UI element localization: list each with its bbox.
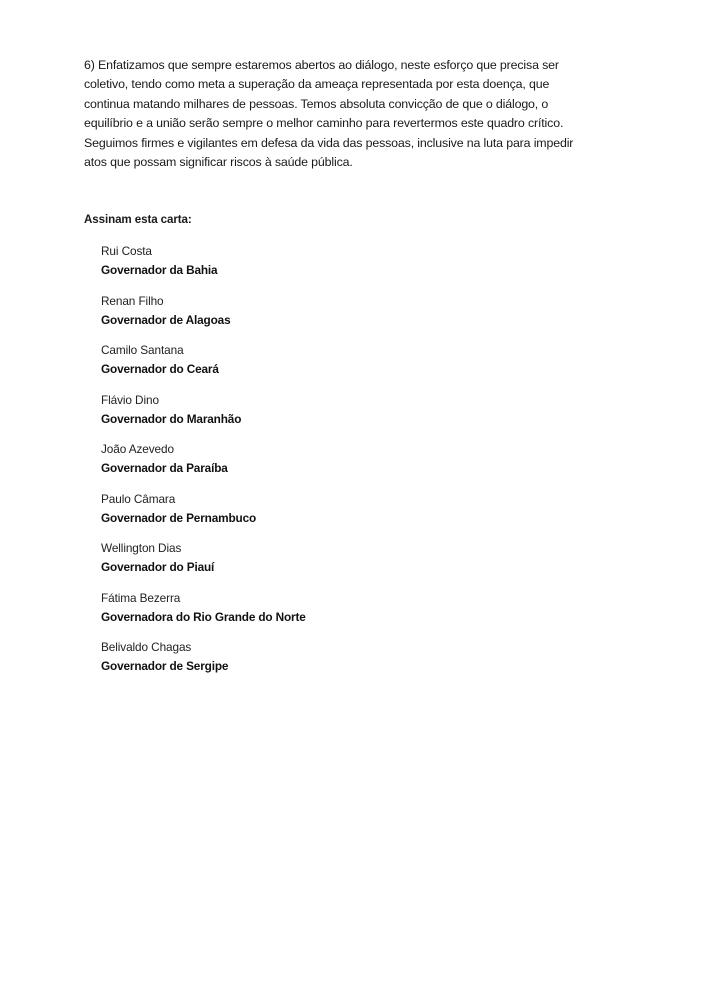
signatory-item [101,539,601,589]
signatory-item [101,638,601,688]
signatory-name: Paulo Câmara [101,491,176,506]
closing-paragraph [84,56,644,172]
signatory-role: Governador do Piauí [101,560,215,574]
signatory-role: Governador do Ceará [101,362,219,376]
signatory-name: Fátima Bezerra [101,590,181,605]
signatory-item [101,242,601,292]
signatory-role: Governador de Sergipe [101,659,229,673]
paragraph-line: Seguimos firmes e vigilantes em defesa da vida das pessoas, inclusive na luta para impedir [84,135,574,150]
signatory-item [101,440,601,490]
signatory-name: Flávio Dino [101,392,159,407]
signatory-role: Governador de Alagoas [101,312,231,327]
signatory-item [101,292,601,342]
signatory-list [101,242,601,688]
signatory-item [101,589,601,639]
signatory-name: João Azevedo [101,442,174,456]
signatory-name: Renan Filho [101,293,164,308]
signatory-name: Camilo Santana [101,343,184,357]
paragraph-line: equilíbrio e a união serão sempre o melhor caminho para revertermos este quadro crítico. [84,116,564,131]
signatory-item [101,391,601,441]
signatures-heading: Assinam esta carta: [84,213,192,226]
signatory-name: Belivaldo Chagas [101,640,192,654]
paragraph-line: continua matando milhares de pessoas. Temos absoluta convicção de que o diálogo, o [84,96,549,111]
signatory-role: Governador da Bahia [101,263,218,277]
paragraph-line: 6) Enfatizamos que sempre estaremos abertos ao diálogo, neste esforço que precisa ser [84,58,559,72]
signatory-name: Wellington Dias [101,541,182,555]
signatory-role: Governador de Pernambuco [101,510,257,525]
paragraph-line: coletivo, tendo como meta a superação da ameaça representada por esta doença, que [84,77,550,92]
signatory-role: Governadora do Rio Grande do Norte [101,609,306,624]
paragraph-line: atos que possam significar riscos à saúde pública. [84,155,353,170]
signatory-item [101,490,601,540]
signatory-item [101,341,601,391]
signatory-role: Governador do Maranhão [101,411,242,426]
signatory-role: Governador da Paraíba [101,461,228,475]
signatory-name: Rui Costa [101,244,152,258]
